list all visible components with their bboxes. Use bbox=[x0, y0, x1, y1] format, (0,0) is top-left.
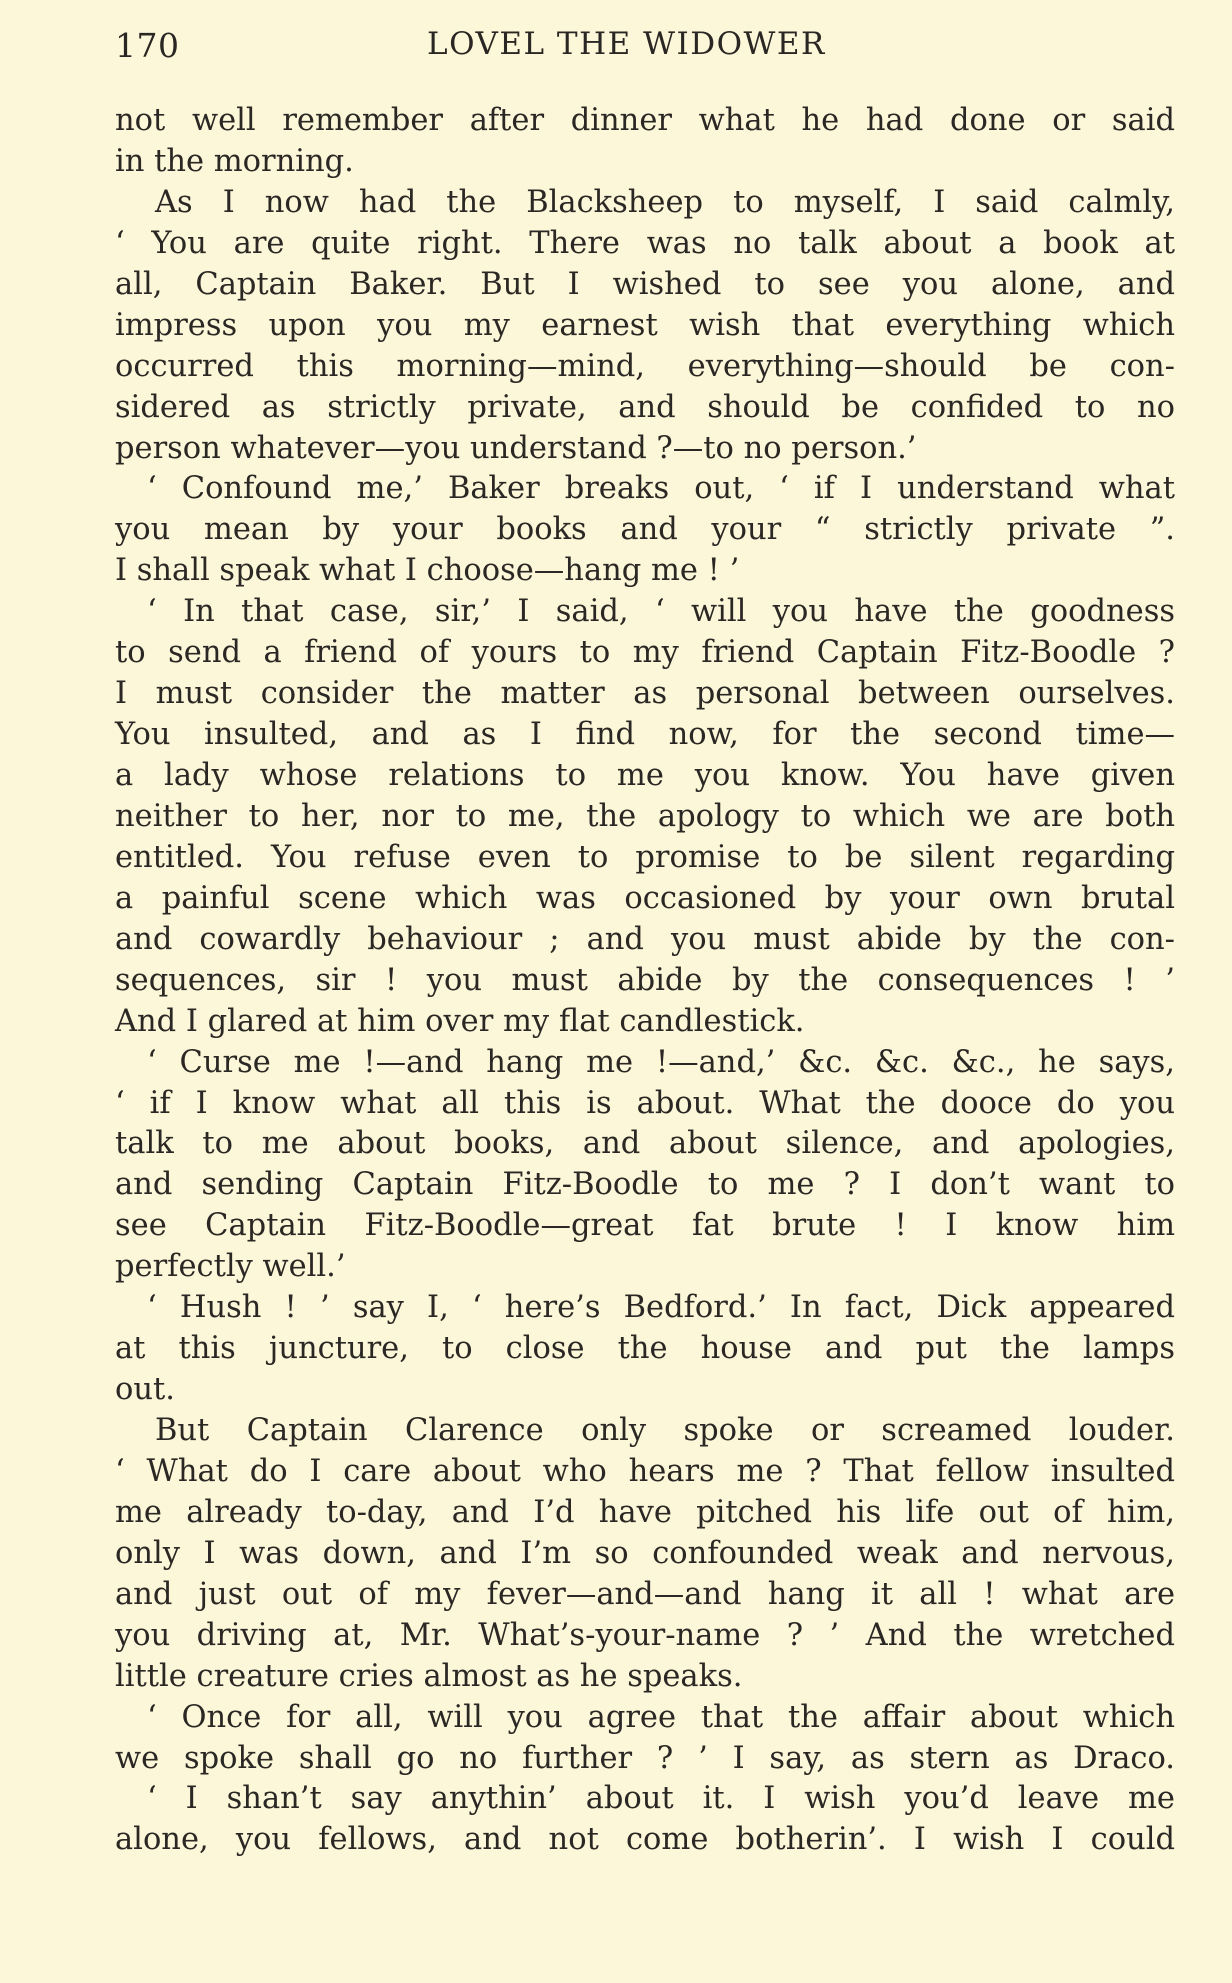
text-line: But Captain Clarence only spoke or screamed louder. bbox=[155, 1413, 1175, 1448]
text-line: sequences, sir ! you must abide by the consequences ! ’ bbox=[115, 962, 1175, 998]
text-line: ‘ Confound me,’ Baker breaks out, ‘ if I understand what bbox=[147, 471, 1175, 507]
text-line: I must consider the matter as personal between ourselves. bbox=[115, 676, 1175, 712]
text-line: to send a friend of yours to my friend Captain Fitz-Boodle ? bbox=[115, 635, 1175, 671]
text-line: all, Captain Baker. But I wished to see you alone, and bbox=[115, 266, 1175, 302]
text-line: I shall speak what I choose—hang me ! ’ bbox=[115, 553, 740, 589]
text-line: impress upon you my earnest wish that everything which bbox=[115, 307, 1175, 343]
text-line: ‘ You are quite right. There was no talk about a book at bbox=[115, 225, 1175, 261]
text-line: a lady whose relations to me you know. You have given bbox=[115, 758, 1175, 793]
text-line: only I was down, and I’m so confounded weak and nervous, bbox=[115, 1535, 1175, 1571]
text-line: you driving at, Mr. What’s-your-name ? ’ And the wretched bbox=[115, 1617, 1175, 1653]
text-line: ‘ What do I care about who hears me ? That fellow insulted bbox=[115, 1453, 1175, 1489]
text-line: entitled. You refuse even to promise to be silent regarding bbox=[115, 839, 1175, 875]
text-line: neither to her, nor to me, the apology to which we are both bbox=[115, 798, 1175, 834]
text-line: alone, you fellows, and not come botherin’. I wish I could bbox=[115, 1822, 1175, 1858]
text-line: we spoke shall go no further ? ’ I say, as stern as Draco. bbox=[115, 1740, 1175, 1776]
text-line: in the morning. bbox=[115, 143, 354, 179]
text-line: see Captain Fitz-Boodle—great fat brute ! I know him bbox=[115, 1208, 1175, 1244]
text-line: ‘ Hush ! ’ say I, ‘ here’s Bedford.’ In fact, Dick appeared bbox=[147, 1290, 1175, 1326]
text-line: you mean by your books and your “ strictly private ”. bbox=[115, 512, 1175, 548]
text-line: sidered as strictly private, and should be confided to no bbox=[115, 389, 1175, 425]
text-line: little creature cries almost as he speaks. bbox=[115, 1658, 743, 1694]
text-line: out. bbox=[115, 1372, 175, 1408]
text-line: As I now had the Blacksheep to myself, I said calmly, bbox=[155, 184, 1175, 220]
text-line: talk to me about books, and about silence, and apologies, bbox=[115, 1126, 1175, 1162]
text-line: and cowardly behaviour ; and you must abide by the con- bbox=[115, 921, 1175, 957]
text-line: and just out of my fever—and—and hang it all ! what are bbox=[115, 1576, 1175, 1612]
text-line: You insulted, and as I find now, for the second time— bbox=[115, 717, 1175, 753]
text-line: ‘ Curse me !—and hang me !—and,’ &c. &c. &c., he says, bbox=[147, 1044, 1175, 1080]
text-line: ‘ Once for all, will you agree that the affair about which bbox=[147, 1699, 1175, 1735]
text-line: ‘ In that case, sir,’ I said, ‘ will you have the goodness bbox=[147, 594, 1175, 630]
text-line: ‘ if I know what all this is about. What the dooce do you bbox=[115, 1085, 1175, 1121]
body-text bbox=[115, 101, 1175, 1861]
text-line: a painful scene which was occasioned by your own brutal bbox=[115, 880, 1175, 916]
text-line: me already to-day, and I’d have pitched his life out of him, bbox=[115, 1494, 1175, 1530]
text-line: ‘ I shan’t say anythin’ about it. I wish you’d leave me bbox=[147, 1781, 1175, 1817]
running-title: LOVEL THE WIDOWER bbox=[427, 26, 826, 62]
text-line: at this juncture, to close the house and put the lamps bbox=[115, 1331, 1175, 1367]
text-line: occurred this morning—mind, everything—should be con- bbox=[115, 348, 1175, 384]
text-line: person whatever—you understand ?—to no person.’ bbox=[115, 430, 917, 466]
text-line: perfectly well.’ bbox=[115, 1249, 346, 1285]
running-head bbox=[115, 26, 1175, 70]
text-line: and sending Captain Fitz-Boodle to me ? I don’t want to bbox=[115, 1167, 1175, 1203]
page-number: 170 bbox=[115, 26, 180, 65]
text-line: And I glared at him over my flat candlestick. bbox=[115, 1003, 805, 1039]
text-line: not well remember after dinner what he had done or said bbox=[115, 103, 1175, 138]
